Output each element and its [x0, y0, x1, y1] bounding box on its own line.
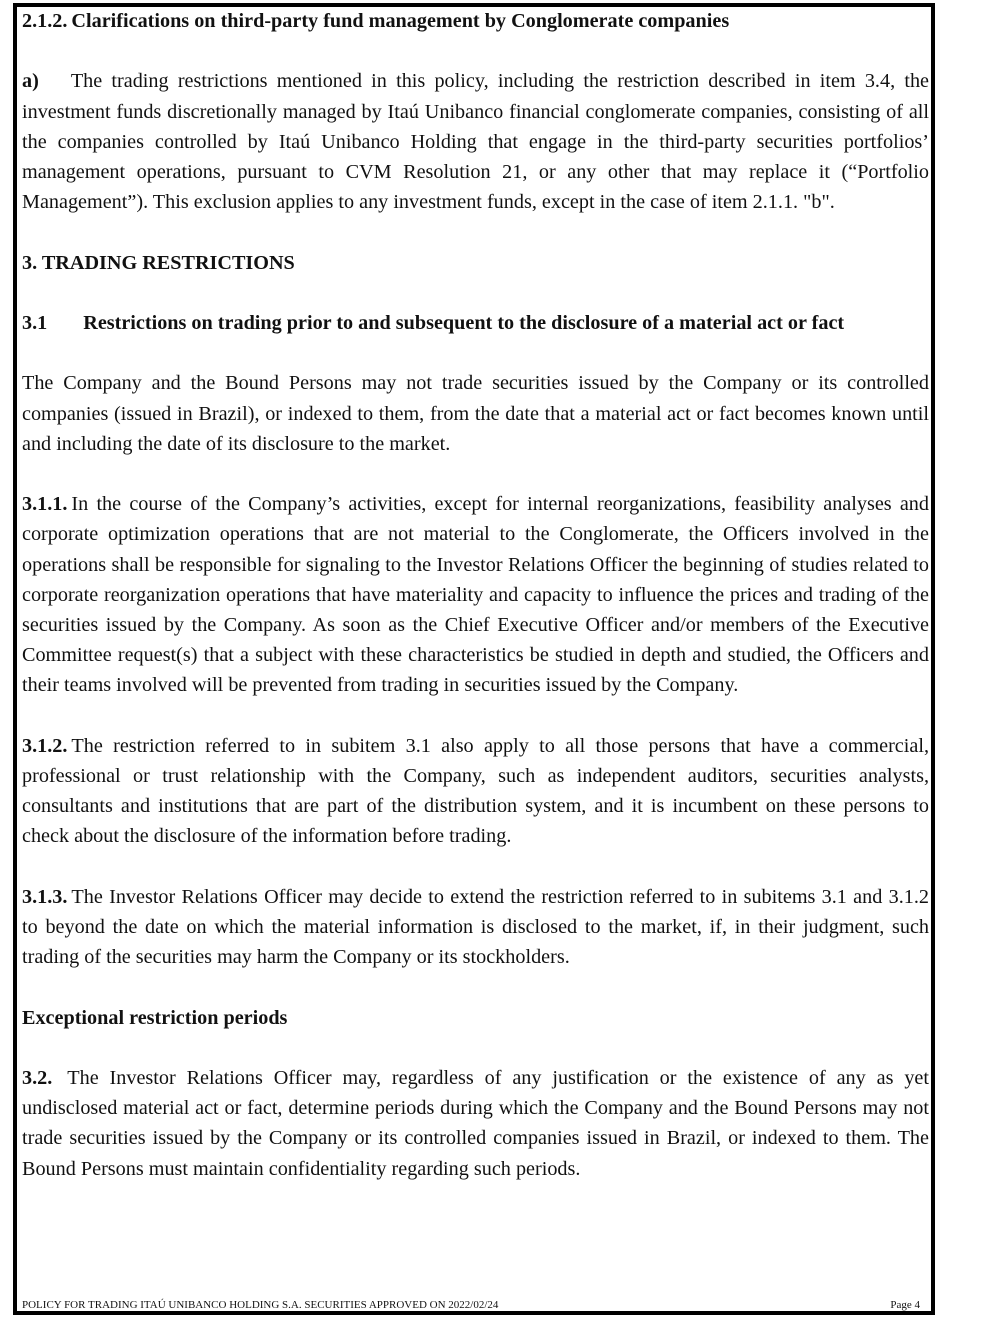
section-2-1-2-heading: [22, 6, 929, 36]
section-number: 3.1.2.: [22, 734, 68, 757]
section-number: 3.1.1.: [22, 493, 68, 516]
section-3-1-1-paragraph: [22, 489, 929, 700]
section-title: Restrictions on trading prior to and subsequent to the disclosure of a material act or fact: [83, 311, 845, 334]
section-3-1-heading: [22, 308, 929, 338]
section-2-1-2-a-paragraph: [22, 66, 929, 217]
document-body: [22, 6, 929, 1214]
section-3-1-3-paragraph: [22, 882, 929, 973]
section-title: Clarifications on third-party fund management by Conglomerate companies: [71, 10, 730, 32]
paragraph-text: In the course of the Company’s activities, except for internal reorganizations, feasibility analyses and corporate optimization operations that are not material to the Conglomerate, the Officers involved in the operations shall be responsible for signaling to the Investor Relations Officer the beginning of studies related to corporate reorganization operations that have materiality and capacity to influence the prices and trading of the securities issued by the Company. As soon as the Chief Executive Officer and/or members of the Executive Committee request(s) that a subject with these characteristics be studied in depth and studied, the Officers and their teams involved will be prevented from trading in securities issued by the Company.: [22, 493, 929, 697]
footer-policy-title: POLICY FOR TRADING ITAÚ UNIBANCO HOLDING S.A. SECURITIES APPROVED ON 2022/02/24: [22, 1299, 499, 1311]
page-footer: [22, 1298, 920, 1312]
paragraph-text: The Investor Relations Officer may, regardless of any justification or the existence of any as yet undisclosed material act or fact, determine periods during which the Company and the Bound Persons may not trade securities issued by the Company or its controlled companies issued in Brazil, or indexed to them. The Bound Persons must maintain confidentiality regarding such periods.: [22, 1066, 929, 1180]
section-3-1-2-paragraph: [22, 731, 929, 852]
page-number: Page 4: [890, 1299, 920, 1311]
paragraph-text: The Investor Relations Officer may decide to extend the restriction referred to in subitems 3.1 and 3.1.2 to beyond the date on which the material information is disclosed to the market, if, in their judgment, such trading of the securities may harm the Company or its stockholders.: [22, 885, 929, 969]
paragraph-text: The trading restrictions mentioned in this policy, including the restriction described in item 3.4, the investment funds discretionally managed by Itaú Unibanco financial conglomerate companies, consisting of all the companies controlled by Itaú Unibanco Holding that engage in the third-party securities portfolios’ management operations, pursuant to CVM Resolution 21, or any other that may replace it (“Portfolio Management”). This exclusion applies to any investment funds, except in the case of item 2.1.1. "b".: [22, 70, 929, 214]
item-label: a): [22, 70, 39, 93]
exceptional-periods-heading: Exceptional restriction periods: [22, 1006, 288, 1029]
paragraph-text: The restriction referred to in subitem 3.1 also apply to all those persons that have a commercial, professional or trust relationship with the Company, such as independent auditors, securities analysts, consultants and institutions that are part of the distribution system, and it is incumbent on these persons to check about the disclosure of the information before trading.: [22, 734, 929, 848]
section-number: 3.2.: [22, 1066, 53, 1089]
section-3-1-paragraph: The Company and the Bound Persons may not trade securities issued by the Company or its controlled companies (issued in Brazil), or indexed to them, from the date that a material act or fact becomes known until and including the date of its disclosure to the market.: [22, 372, 929, 455]
section-number: 3.1: [22, 311, 48, 334]
section-3-2-paragraph: [22, 1063, 929, 1184]
section-3-heading: 3. TRADING RESTRICTIONS: [22, 251, 295, 274]
section-number: 3.1.3.: [22, 885, 68, 908]
section-number: 2.1.2.: [22, 10, 68, 32]
